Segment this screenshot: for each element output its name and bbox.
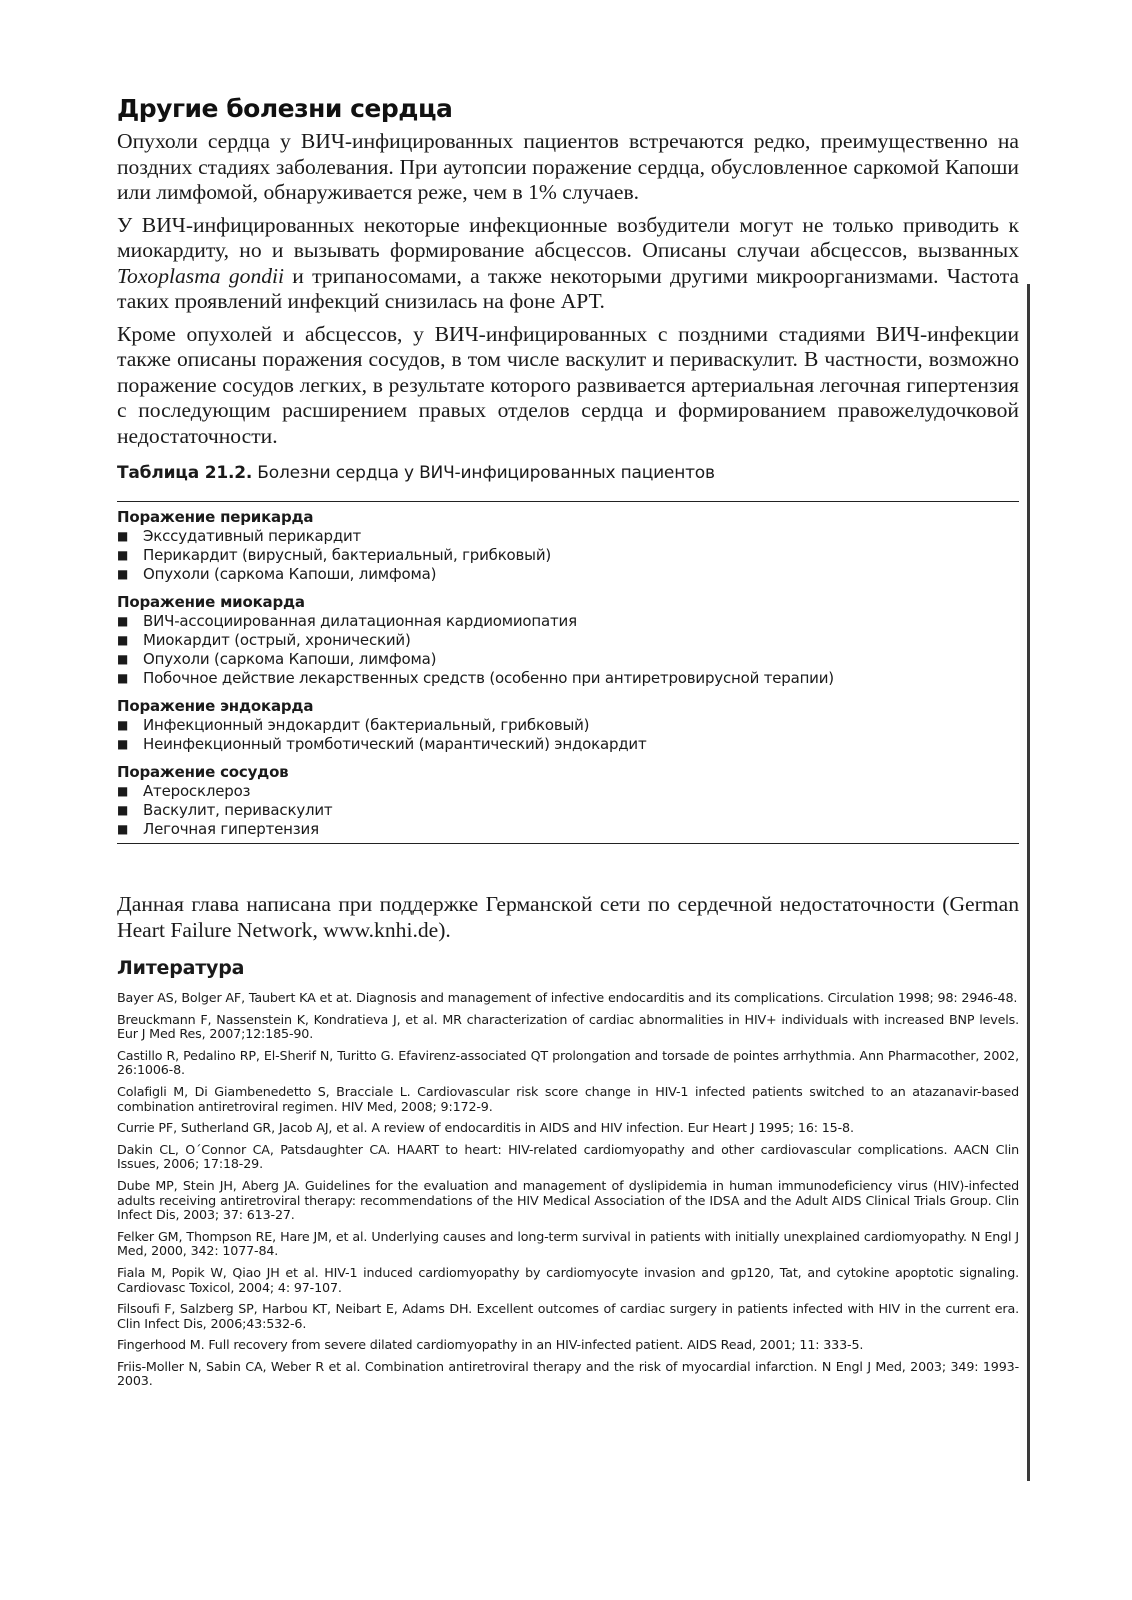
list-item-text: Миокардит (острый, хронический) (143, 631, 411, 649)
reference-item: Dube MP, Stein JH, Aberg JA. Guidelines for the evaluation and management of dyslipidemia in human immunodeficiency virus (HIV)-infected adults receiving antiretroviral therapy: recommendations of the HIV Medical Association of the IDSA and the Adult AIDS Clinical Trials Group. Clin Infect Dis, 2003; 37: 613-27. (117, 1177, 1019, 1223)
list-item-text: Перикардит (вирусный, бактериальный, грибковый) (143, 546, 552, 564)
references-title: Литература (117, 957, 245, 979)
organism-name: Toxoplasma gondii (117, 263, 285, 288)
list-item (117, 669, 1019, 688)
list-item-text: Легочная гипертензия (143, 820, 319, 838)
bullet-icon: ■ (117, 633, 129, 647)
list-item-text: Васкулит, периваскулит (143, 801, 333, 819)
bullet-icon: ■ (117, 803, 129, 817)
list-item (117, 820, 1019, 839)
list-item-text: ВИЧ-ассоциированная дилатационная кардиомиопатия (143, 612, 577, 630)
paragraph-abscesses-part1: У ВИЧ-инфицированных некоторые инфекционные возбудители могут не только приводить к миокардиту, но и вызывать формирование абсцессов. Описаны случаи абсцессов, вызванных (117, 212, 1019, 262)
reference-item: Colafigli M, Di Giambenedetto S, Bracciale L. Cardiovascular risk score change in HIV-1 infected patients switched to an atazanavir-based combination antiretroviral regimen. HIV Med, 2008; 9:172-9. (117, 1083, 1019, 1114)
list-item (117, 527, 1019, 546)
list-item-text: Инфекционный эндокардит (бактериальный, грибковый) (143, 716, 590, 734)
group-list (117, 716, 1019, 754)
table-caption-label: Таблица 21.2. (117, 463, 253, 483)
group-list (117, 527, 1019, 584)
list-item (117, 716, 1019, 735)
bullet-icon: ■ (117, 548, 129, 562)
list-item (117, 612, 1019, 631)
table-caption-text: Болезни сердца у ВИЧ-инфицированных пациентов (252, 463, 715, 483)
group-heading: Поражение сосудов (117, 763, 289, 781)
table-group (117, 763, 1019, 839)
group-list (117, 782, 1019, 839)
reference-item: Bayer AS, Bolger AF, Taubert KA et at. Diagnosis and management of infective endocarditis and its complications. Circulation 1998; 98: 2946-48. (117, 990, 1018, 1005)
reference-item: Currie PF, Sutherland GR, Jacob AJ, et al. A review of endocarditis in AIDS and HIV infection. Eur Heart J 1995; 16: 15-8. (117, 1120, 854, 1136)
list-item (117, 565, 1019, 584)
table-group (117, 697, 1019, 754)
reference-item: Fingerhood M. Full recovery from severe dilated cardiomyopathy in an HIV-infected patient. AIDS Read, 2001; 11: 333-5. (117, 1337, 864, 1353)
list-item (117, 782, 1019, 801)
reference-item: Dakin CL, O´Connor CA, Patsdaughter CA. HAART to heart: HIV-related cardiomyopathy and other cardiovascular complications. AACN Clin Issues, 2006; 17:18-29. (117, 1141, 1019, 1172)
table-group (117, 508, 1019, 584)
list-item-text: Экссудативный перикардит (143, 527, 362, 545)
list-item-text: Неинфекционный тромботический (марантический) эндокардит (143, 735, 647, 753)
references-list (117, 991, 1019, 1389)
group-list (117, 612, 1019, 688)
reference-item: Filsoufi F, Salzberg SP, Harbou KT, Neibart E, Adams DH. Excellent outcomes of cardiac surgery in patients infected with HIV in the current era. Clin Infect Dis, 2006;43:532-6. (117, 1301, 1019, 1331)
list-item-text: Побочное действие лекарственных средств (особенно при антиретровирусной терапии) (143, 669, 834, 687)
paragraph-tumors: Опухоли сердца у ВИЧ-инфицированных пациентов встречаются редко, преимущественно на поздних стадиях заболевания. При аутопсии поражение сердца, обусловленное саркомой Капоши или лимфомой, обнаруживается реже, чем в 1% случаев. (117, 129, 1019, 204)
paragraph-vascular: Кроме опухолей и абсцессов, у ВИЧ-инфицированных с поздними стадиями ВИЧ-инфекции также описаны поражения сосудов, в том числе васкулит и периваскулит. В частности, возможно поражение сосудов легких, в результате которого развивается артериальная легочная гипертензия с последующим расширением правых отделов сердца и формированием правожелудочковой недостаточности. (117, 321, 1019, 448)
bullet-icon: ■ (117, 614, 129, 628)
bullet-icon: ■ (117, 737, 129, 751)
bullet-icon: ■ (117, 529, 129, 543)
table-caption (117, 463, 1019, 483)
list-item (117, 546, 1019, 565)
group-heading: Поражение миокарда (117, 593, 305, 611)
list-item-text: Атеросклероз (143, 782, 251, 800)
reference-item: Friis-Moller N, Sabin CA, Weber R et al. Combination antiretroviral therapy and the risk of myocardial infarction. N Engl J Med, 2003; 349: 1993-2003. (117, 1358, 1019, 1389)
bullet-icon: ■ (117, 567, 129, 581)
page-content (117, 88, 1019, 1396)
section-title: Другие болезни сердца (117, 94, 453, 123)
paragraph-abscesses-part2: и трипаносомами, а также некоторыми другими микроорганизмами. Частота таких проявлений инфекций снизилась на фоне АРТ. (117, 263, 1019, 313)
bullet-icon: ■ (117, 784, 129, 798)
list-item (117, 631, 1019, 650)
list-item-text: Опухоли (саркома Капоши, лимфома) (143, 650, 437, 668)
list-item (117, 650, 1019, 669)
bullet-icon: ■ (117, 652, 129, 666)
margin-rule (1027, 284, 1030, 1481)
group-heading: Поражение эндокарда (117, 697, 314, 715)
table-group (117, 593, 1019, 688)
bullet-icon: ■ (117, 671, 129, 685)
bullet-icon: ■ (117, 718, 129, 732)
bullet-icon: ■ (117, 822, 129, 836)
heart-disease-table (117, 501, 1019, 844)
reference-item: Felker GM, Thompson RE, Hare JM, et al. Underlying causes and long-term survival in patients with initially unexplained cardiomyopathy. N Engl J Med, 2000, 342: 1077-84. (117, 1228, 1019, 1259)
list-item (117, 801, 1019, 820)
group-heading: Поражение перикарда (117, 508, 314, 526)
reference-item: Fiala M, Popik W, Qiao JH et al. HIV-1 induced cardiomyopathy by cardiomyocyte invasion and gp120, Tat, and cytokine apoptotic signaling. Cardiovasc Toxicol, 2004; 4: 97-107. (117, 1264, 1019, 1295)
acknowledgement: Данная глава написана при поддержке Германской сети по сердечной недостаточности (German Heart Failure Network, www.knhi.de). (117, 892, 1019, 942)
reference-item: Breuckmann F, Nassenstein K, Kondratieva J, et al. MR characterization of cardiac abnormalities in HIV+ individuals with increased BNP levels. Eur J Med Res, 2007;12:185-90. (117, 1011, 1019, 1042)
list-item (117, 735, 1019, 754)
list-item-text: Опухоли (саркома Капоши, лимфома) (143, 565, 437, 583)
paragraph-abscesses (117, 213, 1019, 315)
reference-item: Castillo R, Pedalino RP, El-Sherif N, Turitto G. Efavirenz-associated QT prolongation and torsade de pointes arrhythmia. Ann Pharmacother, 2002, 26:1006-8. (117, 1047, 1019, 1078)
